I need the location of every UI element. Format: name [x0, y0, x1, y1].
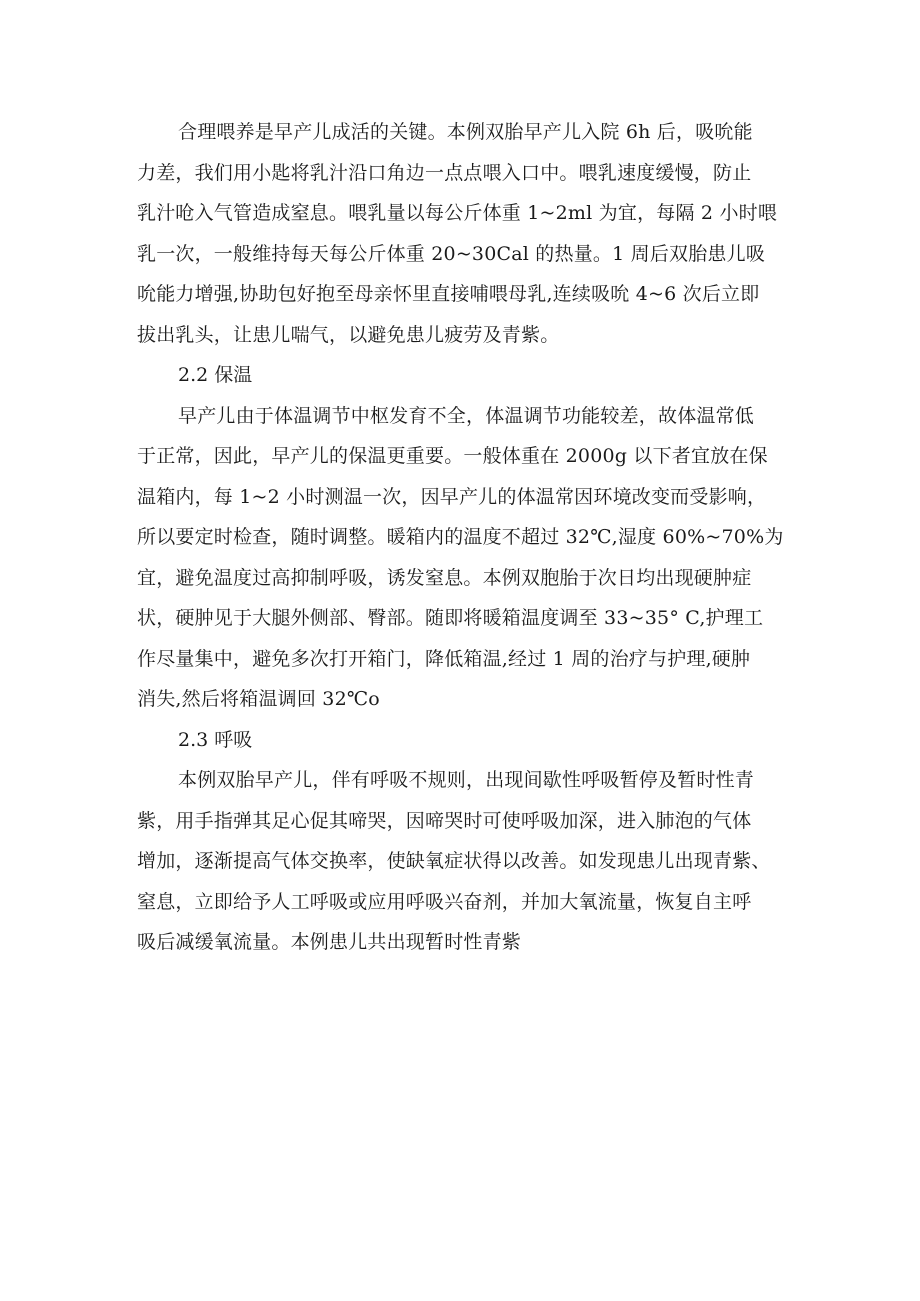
- text-line: 拔出乳头，让患儿喘气，以避免患儿疲劳及青紫。: [137, 323, 560, 346]
- text-line: 本例双胎早产儿，伴有呼吸不规则，出现间歇性呼吸暂停及暂时性青: [178, 769, 755, 791]
- text-line: 乳汁呛入气管造成窒息。喂乳量以每公斤体重 1~2ml 为宜，每隔 2 小时喂: [137, 202, 778, 224]
- paragraph-feeding: [137, 112, 797, 355]
- text-line: 乳一次，一般维持每天每公斤体重 20~30Cal 的热量。1 周后双胎患儿吸: [137, 242, 766, 265]
- text-line: 合理喂养是早产儿成活的关键。本例双胎早产儿入院 6h 后，吸吮能: [178, 121, 753, 143]
- text-line: 作尽量集中，避免多次打开箱门，降低箱温,经过 1 周的治疗与护理,硬肿: [137, 647, 751, 670]
- text-line: 宜，避免温度过高抑制呼吸，诱发窒息。本例双胞胎于次日均出现硬肿症: [137, 566, 752, 589]
- paragraph-warmth: [137, 396, 797, 720]
- section-heading-2-3: 2.3 呼吸: [178, 728, 253, 751]
- text-line: 窒息，立即给予人工呼吸或应用呼吸兴奋剂，并加大氧流量，恢复自主呼: [137, 890, 752, 913]
- section-heading-2-2: 2.2 保温: [178, 364, 253, 386]
- text-line: 温箱内，每 1~2 小时测温一次，因早产儿的体温常因环境改变而受影响，: [137, 485, 767, 508]
- text-line: 吸后减缓氧流量。本例患儿共出现暂时性青紫: [137, 931, 522, 953]
- document-page: [137, 112, 797, 963]
- text-line: 于正常，因此，早产儿的保温更重要。一般体重在 2000g 以下者宜放在保: [137, 445, 768, 467]
- text-line: 力差，我们用小匙将乳汁沿口角边一点点喂入口中。喂乳速度缓慢，防止: [137, 161, 752, 184]
- text-line: 状，硬肿见于大腿外侧部、臀部。随即将暖箱温度调至 33~35° C,护理工: [137, 607, 764, 629]
- text-line: 早产儿由于体温调节中枢发育不全，体温调节功能较差，故体温常低: [178, 404, 755, 427]
- text-line: 吮能力增强,协助包好抱至母亲怀里直接哺喂母乳,连续吸吮 4~6 次后立即: [137, 283, 760, 305]
- paragraph-breathing: [137, 760, 797, 963]
- text-line: 所以要定时检查，随时调整。暖箱内的温度不超过 32℃,湿度 60%~70%为: [137, 526, 784, 548]
- text-line: 消失,然后将箱温调回 32℃o: [137, 688, 380, 710]
- text-line: 紫，用手指弹其足心促其啼哭，因啼哭时可使呼吸加深，进入肺泡的气体: [137, 809, 752, 832]
- text-line: 增加，逐渐提高气体交换率，使缺氧症状得以改善。如发现患儿出现青紫、: [137, 850, 771, 872]
